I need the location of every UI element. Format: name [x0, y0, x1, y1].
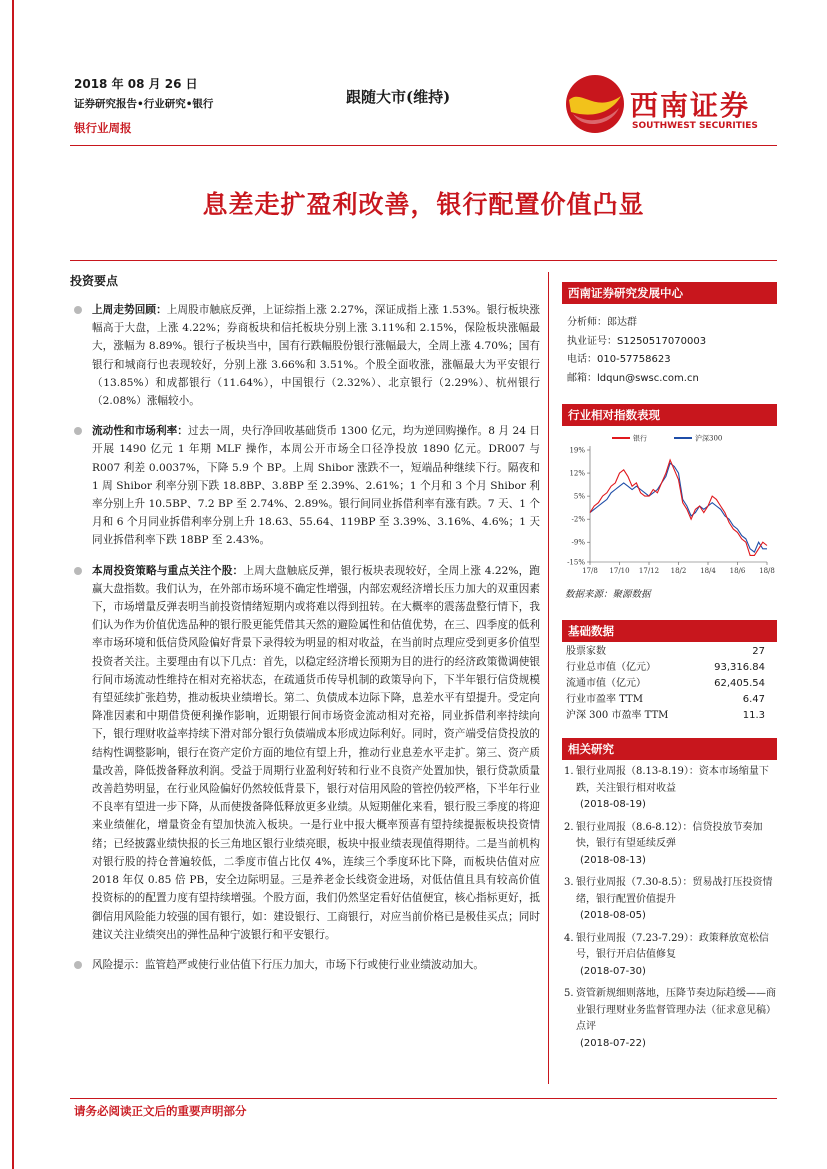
item-title[interactable]: 银行业周报（8.6-8.12）：信贷投放节奏加快，银行有望延续反弹 — [576, 821, 763, 849]
title-divider — [70, 260, 777, 261]
basic-data-heading: 基础数据 — [562, 620, 777, 642]
summary-bullet — [70, 422, 540, 549]
bullet-icon — [74, 306, 82, 314]
analyst-value: 郎达群 — [607, 317, 637, 328]
basic-data-box — [562, 620, 777, 642]
company-name-cn: 西南证券 — [630, 89, 751, 122]
summary-bullet — [70, 956, 540, 974]
item-number: 1. — [564, 766, 574, 777]
related-research-box — [562, 738, 777, 760]
item-title[interactable]: 银行业周报（8.13-8.19）：资本市场缩量下跌，关注银行相对收益 — [576, 766, 769, 794]
basic-value: 6.47 — [742, 694, 765, 705]
basic-key: 沪深 300 市盈率 TTM — [566, 710, 669, 721]
related-research-item[interactable] — [562, 764, 777, 814]
bullet-label: 流动性和市场利率： — [92, 425, 188, 438]
analyst-row — [562, 333, 777, 352]
basic-data-row — [562, 644, 777, 660]
basic-data-row — [562, 676, 777, 692]
column-divider — [548, 272, 549, 1084]
legend-label: 沪深300 — [695, 434, 723, 443]
bullet-label: 上周走势回顾： — [92, 304, 167, 316]
item-title[interactable]: 银行业周报（7.23-7.29）：政策释放宽松信号，银行开启估值修复 — [576, 932, 769, 960]
investment-summary — [70, 272, 540, 986]
related-research-item[interactable] — [562, 986, 777, 1052]
basic-value: 62,405.54 — [714, 678, 765, 689]
analyst-key: 分析师： — [567, 317, 607, 328]
y-tick-label: 12% — [569, 469, 585, 478]
x-tick-label: 17/10 — [609, 567, 630, 575]
x-tick-label: 18/4 — [700, 567, 716, 575]
item-date: (2018-08-19) — [580, 799, 646, 810]
basic-data-row — [562, 660, 777, 676]
company-name-en: SOUTHWEST SECURITIES — [632, 121, 758, 131]
basic-data-row — [562, 708, 777, 724]
bullet-text: 风险提示：监管趋严或使行业估值下行压力加大，市场下行或使行业业绩波动加大。 — [92, 958, 484, 971]
bullet-text: 上周大盘触底反弹，银行板块表现较好，全周上涨 4.22%，跑赢大盘指数。我们认为，在外部市场环境不确定性增强，内部宏观经济增长压力加大的双重因素下，市场增量反弹表明当前投资情绪短期内或将难以得到扭转。在大概率的震荡盘整行情下，我们认为作为价值优选品种的银行股更能凭借其天然的避险属性和估值优势，在三、四季度的低利率市场环境和低信贷风险偏好背景下录得较为明显的相对收益，在当前时点理应受到更多价值型投资者关注。主要理由有以下几点：首先，以稳定经济增长预期为目的进行的经济政策微调使银行间市场流动性维持在相对充裕状态，在疏通货币传导机制的政策导向下，下半年银行信贷规模有望延续扩张趋势，推动板块业绩增长。第二、负债成本边际下降，息差水平有望提升。受定向降准因素和中期借贷便利操作影响，近期银行间市场资金流动相对充裕，同业拆借利率持续向下，银行理财收益率持续下滑对部分银行负债端成本形成边际利好。同时，资产端受信贷投放的结构性调整影响，银行在资产定价方面的地位有望上升，推动行业息差水平走扩。第三、资产质量改善，降低拨备释放利润。受益于周期行业盈利好转和行业不良资产处置加快，银行贷款质量改善趋势明显，在行业风险偏好仍然较低背景下，银行对信用风险的管控仍较严格，下半年行业不良率有望进一步下降，从而使拨备降低释放更多业绩。从短期催化来看，银行股三季度的将迎来业绩催化，增量资金有望加快流入板块。一是行业中报大概率预喜有望持续提振板块投资情绪；已经披露业绩快报的长三角地区银行业绩亮眼，板块中报业绩表现值得期待。二是当前机构对银行股的持仓普遍较低，二季度市值占比仅 4%，连续三个季度环比下降，而板块估值对应 2018 年仅 0.85 倍 PB，安全边际明显。三是养老金长线资金进场，对低估值且具有较高价值投资标的的配置力度有望持续增强。个股方面，我们仍然坚定看好估值便宜，核心指标更好，抵御信用风险能力较强的国有银行，如：建设银行、工商银行，对应当前价格已是极佳买点；同时建议关注业绩突出的弹性品种宁波银行和平安银行。 — [92, 564, 541, 941]
rating: 跟随大市(维持) — [346, 88, 451, 106]
x-tick-label: 17/8 — [582, 567, 598, 575]
series-line — [590, 463, 767, 552]
related-research-item[interactable] — [562, 875, 777, 925]
report-series: 银行业周报 — [74, 121, 132, 135]
y-tick-label: 5% — [573, 492, 585, 501]
analyst-value: 010-57758623 — [597, 354, 671, 365]
related-research-item[interactable] — [562, 820, 777, 870]
chart-svg — [562, 430, 777, 580]
analyst-box — [562, 282, 777, 388]
bullet-icon — [74, 567, 82, 575]
header-divider — [70, 145, 777, 146]
analyst-row — [562, 370, 777, 389]
item-number: 2. — [564, 821, 574, 833]
related-research-item[interactable] — [562, 931, 777, 981]
relative-index-chart — [562, 430, 777, 584]
report-type: 证券研究报告•行业研究•银行 — [74, 98, 214, 110]
analyst-key: 邮箱： — [567, 372, 597, 384]
relative-index-box — [562, 404, 777, 426]
item-number: 3. — [564, 877, 574, 888]
x-tick-label: 18/8 — [759, 567, 775, 575]
summary-bullet — [70, 562, 540, 944]
bullet-text: 上周股市触底反弹，上证综指上涨 2.27%，深证成指上涨 1.53%。银行板块涨幅高于大盘，上涨 4.22%；券商板块和信托板块分别上涨 3.11%和 2.15%，保险板块涨幅最大，涨幅为 8.89%。银行子板块当中，国有行跌幅股份银行涨幅最大，全周上涨 4.70%；国有银行和城商行也表现较好，分别上涨 3.66%和 3.51%。个股全面收涨，涨幅最大为平安银行（13.85%）和成都银行（11.64%），中国银行（2.32%）、北京银行（2.29%）、杭州银行（2.08%）涨幅较小。 — [92, 304, 541, 408]
report-title: 息差走扩盈利改善，银行配置价值凸显 — [202, 190, 645, 219]
x-tick-label: 17/12 — [638, 567, 660, 575]
item-date: (2018-07-30) — [580, 965, 646, 977]
basic-value: 93,316.84 — [714, 662, 765, 673]
analyst-row — [562, 351, 777, 370]
analyst-heading: 西南证券研究发展中心 — [562, 282, 777, 304]
analyst-row — [562, 314, 777, 333]
bullet-text: 过去一周，央行净回收基础货币 1300 亿元，均为逆回购操作。8 月 24 日开展 1490 亿元 1 年期 MLF 操作，本周公开市场全口径净投放 1890 亿元。DR007 与 R007 利差 0.0037%，下降 5.9 个 BP。上周 Shibor 涨跌不一，短端品种继续下行。隔夜和 1 周 Shibor 利率分别下跌 18.8BP、3.8BP 至 2.39%、2.61%；1 个月和 3 个月 Shibor 利率分别上升 10.5BP、7.2 BP 至 2.74%、2.89%。银行间同业拆借利率有涨有跌。7 天、1 个月和 6 个月同业拆借利率分别上升 18.63、55.64、119BP 至 3.39%、3.16%、4.6%；1 天同业拆借利率下跌 18BP 至 2.43%。 — [92, 425, 541, 547]
basic-data-table — [562, 644, 777, 724]
related-research-list — [562, 764, 777, 1058]
x-tick-label: 18/6 — [729, 567, 746, 575]
item-number: 5. — [564, 988, 574, 999]
basic-key: 行业市盈率 TTM — [566, 694, 643, 705]
item-number: 4. — [564, 932, 574, 944]
footer-divider — [70, 1098, 777, 1099]
left-accent-bar — [12, 0, 14, 1169]
item-date: (2018-07-22) — [580, 1037, 646, 1049]
y-tick-label: -2% — [571, 515, 585, 524]
basic-key: 股票家数 — [566, 646, 606, 657]
analyst-key: 电话： — [567, 354, 597, 365]
summary-bullet — [70, 301, 540, 410]
item-title[interactable]: 银行业周报（7.30-8.5）：贸易战打压投资情绪，银行配置价值提升 — [576, 877, 773, 905]
analyst-email[interactable]: ldqun@swsc.com.cn — [597, 372, 699, 384]
bullet-label: 本周投资策略与重点关注个股： — [92, 564, 244, 577]
chart-source: 数据来源：聚源数据 — [565, 589, 651, 600]
basic-value: 11.3 — [742, 710, 765, 721]
bullet-icon — [74, 961, 82, 969]
analyst-value: S1250517070003 — [617, 335, 707, 347]
summary-heading: 投资要点 — [70, 274, 119, 288]
basic-key: 流通市值（亿元） — [566, 678, 646, 689]
report-date: 2018 年 08 月 26 日 — [74, 77, 198, 91]
basic-key: 行业总市值（亿元） — [566, 662, 656, 673]
y-tick-label: -15% — [567, 558, 585, 567]
item-title[interactable]: 资管新规细则落地，压降节奏边际趋缓——商业银行理财业务监督管理办法（征求意见稿）点评 — [576, 988, 776, 1032]
basic-value: 27 — [752, 646, 765, 657]
disclaimer-note: 请务必阅读正文后的重要声明部分 — [74, 1104, 247, 1118]
analyst-key: 执业证号： — [567, 335, 617, 347]
related-research-heading: 相关研究 — [562, 738, 777, 760]
relative-index-heading: 行业相对指数表现 — [562, 404, 777, 426]
basic-data-row — [562, 692, 777, 708]
item-date: (2018-08-05) — [580, 910, 646, 921]
company-logo-icon — [565, 74, 625, 134]
bullet-icon — [74, 427, 82, 435]
x-tick-label: 18/2 — [670, 567, 687, 575]
item-date: (2018-08-13) — [580, 854, 646, 866]
legend-label: 银行 — [633, 434, 647, 443]
y-tick-label: 19% — [569, 446, 585, 455]
y-tick-label: -9% — [571, 538, 585, 547]
